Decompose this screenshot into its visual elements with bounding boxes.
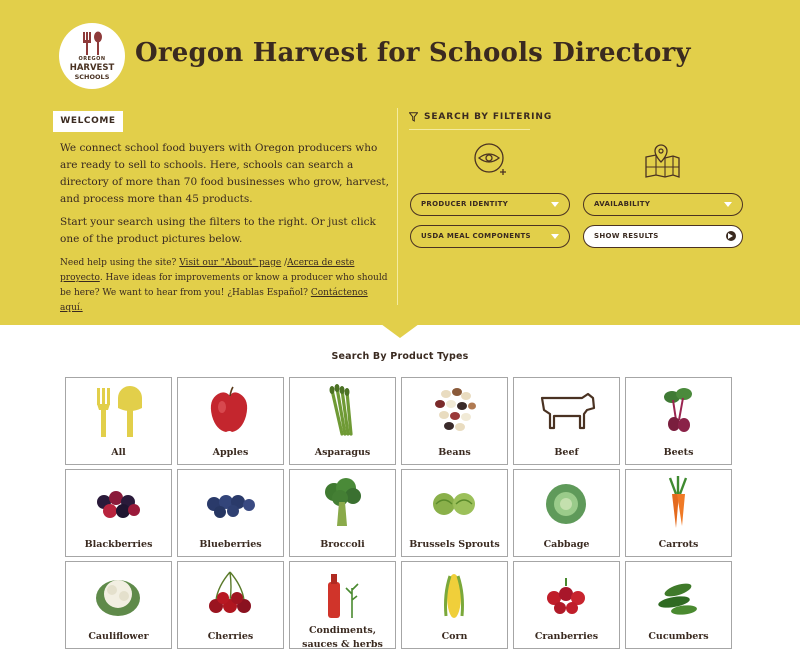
chevron-down-icon xyxy=(551,202,559,207)
filter-header xyxy=(409,112,552,122)
beets-icon xyxy=(626,382,731,442)
condiments-icon xyxy=(290,566,395,626)
filter-funnel-icon xyxy=(409,112,418,122)
product-tile-apples[interactable] xyxy=(177,377,284,465)
product-label: All xyxy=(111,447,126,458)
cow-icon xyxy=(514,382,619,442)
product-label: Cucumbers xyxy=(648,631,709,642)
product-label: Beef xyxy=(554,447,579,458)
brussels-sprouts-icon xyxy=(402,474,507,534)
product-tile-beets[interactable] xyxy=(625,377,732,465)
apple-icon xyxy=(178,382,283,442)
arrow-right-icon xyxy=(726,231,736,241)
cranberries-icon xyxy=(514,566,619,626)
corn-icon xyxy=(402,566,507,626)
product-tile-corn[interactable] xyxy=(401,561,508,649)
product-label: Condiments, sauces & herbs xyxy=(302,625,383,650)
map-pin-icon[interactable] xyxy=(643,143,683,179)
product-tile-carrots[interactable] xyxy=(625,469,732,557)
product-label: Cranberries xyxy=(534,631,599,642)
logo-line-oregon: OREGON xyxy=(78,56,106,62)
broccoli-icon xyxy=(290,474,395,534)
fork-spoon-icon xyxy=(66,382,171,442)
product-label: Brussels Sprouts xyxy=(409,539,500,550)
product-tile-beans[interactable] xyxy=(401,377,508,465)
product-label: Beets xyxy=(663,447,694,458)
page-title: Oregon Harvest for Schools Directory xyxy=(135,38,691,68)
product-tile-asparagus[interactable] xyxy=(289,377,396,465)
product-tile-broccoli[interactable] xyxy=(289,469,396,557)
product-label: Cauliflower xyxy=(88,631,149,642)
blackberries-icon xyxy=(66,474,171,534)
help-paragraph xyxy=(60,256,392,316)
product-label: Carrots xyxy=(658,539,699,550)
intro-paragraph: We connect school food buyers with Oregon producers who are ready to sell to schools. Here, schools can search a directory of more than 70 food businesses who grow, harvest, and process more than 45 products. xyxy=(60,142,389,205)
help-middle: . Have ideas for improvements or know a producer who should be here? We want to hear from you! ¿Hablas Español? xyxy=(60,273,388,298)
product-label: Blackberries xyxy=(84,539,153,550)
cucumbers-icon xyxy=(626,566,731,626)
product-label: Cherries xyxy=(207,631,254,642)
chevron-down-icon xyxy=(551,234,559,239)
show-results-button[interactable] xyxy=(583,225,743,248)
cherries-icon xyxy=(178,566,283,626)
product-tile-all[interactable] xyxy=(65,377,172,465)
product-tile-cauliflower[interactable] xyxy=(65,561,172,649)
meal-components-label: USDA MEAL COMPONENTS xyxy=(421,232,531,240)
product-tile-beef[interactable] xyxy=(513,377,620,465)
product-label: Asparagus xyxy=(314,447,371,458)
beans-icon xyxy=(402,382,507,442)
about-link[interactable]: Visit our "About" page xyxy=(179,258,282,268)
product-tile-condiments[interactable] xyxy=(289,561,396,649)
product-label: Corn xyxy=(441,631,468,642)
help-prefix: Need help using the site? xyxy=(60,258,180,268)
product-label: Broccoli xyxy=(320,539,365,550)
instructions-paragraph: Start your search using the filters to the right. Or just click one of the product pictures below. xyxy=(60,216,376,245)
product-label: Apples xyxy=(212,447,249,458)
product-label: Blueberries xyxy=(199,539,262,550)
product-tile-blueberries[interactable] xyxy=(177,469,284,557)
cauliflower-icon xyxy=(66,566,171,626)
asparagus-icon xyxy=(290,382,395,442)
product-tile-cranberries[interactable] xyxy=(513,561,620,649)
availability-label: AVAILABILITY xyxy=(594,200,651,208)
hero-notch xyxy=(381,324,419,338)
blueberries-icon xyxy=(178,474,283,534)
product-tile-cucumbers[interactable] xyxy=(625,561,732,649)
product-label: Beans xyxy=(438,447,471,458)
product-tile-brussels-sprouts[interactable] xyxy=(401,469,508,557)
welcome-tab: WELCOME xyxy=(53,111,123,132)
logo-line-schools: SCHOOLS xyxy=(74,73,110,81)
acerca-link[interactable]: Acerca de este proyecto xyxy=(60,258,355,283)
eye-target-icon[interactable] xyxy=(472,141,508,179)
cabbage-icon xyxy=(514,474,619,534)
chevron-down-icon xyxy=(724,202,732,207)
contact-link[interactable]: Contáctenos aquí. xyxy=(60,288,368,313)
product-label: Cabbage xyxy=(543,539,590,550)
help-separator: / xyxy=(281,258,288,268)
filter-title: SEARCH BY FILTERING xyxy=(424,112,553,122)
logo-line-harvest: HARVEST xyxy=(69,63,115,73)
site-logo[interactable] xyxy=(59,23,125,89)
filter-underline xyxy=(409,129,530,130)
product-tile-cherries[interactable] xyxy=(177,561,284,649)
product-tile-cabbage[interactable] xyxy=(513,469,620,557)
show-results-label: SHOW RESULTS xyxy=(594,232,659,240)
product-tile-blackberries[interactable] xyxy=(65,469,172,557)
availability-dropdown[interactable] xyxy=(583,193,743,216)
vertical-divider xyxy=(397,108,398,305)
producer-identity-dropdown[interactable] xyxy=(410,193,570,216)
product-types-title: Search By Product Types xyxy=(331,351,469,362)
meal-components-dropdown[interactable] xyxy=(410,225,570,248)
producer-identity-label: PRODUCER IDENTITY xyxy=(421,200,509,208)
carrots-icon xyxy=(626,474,731,534)
